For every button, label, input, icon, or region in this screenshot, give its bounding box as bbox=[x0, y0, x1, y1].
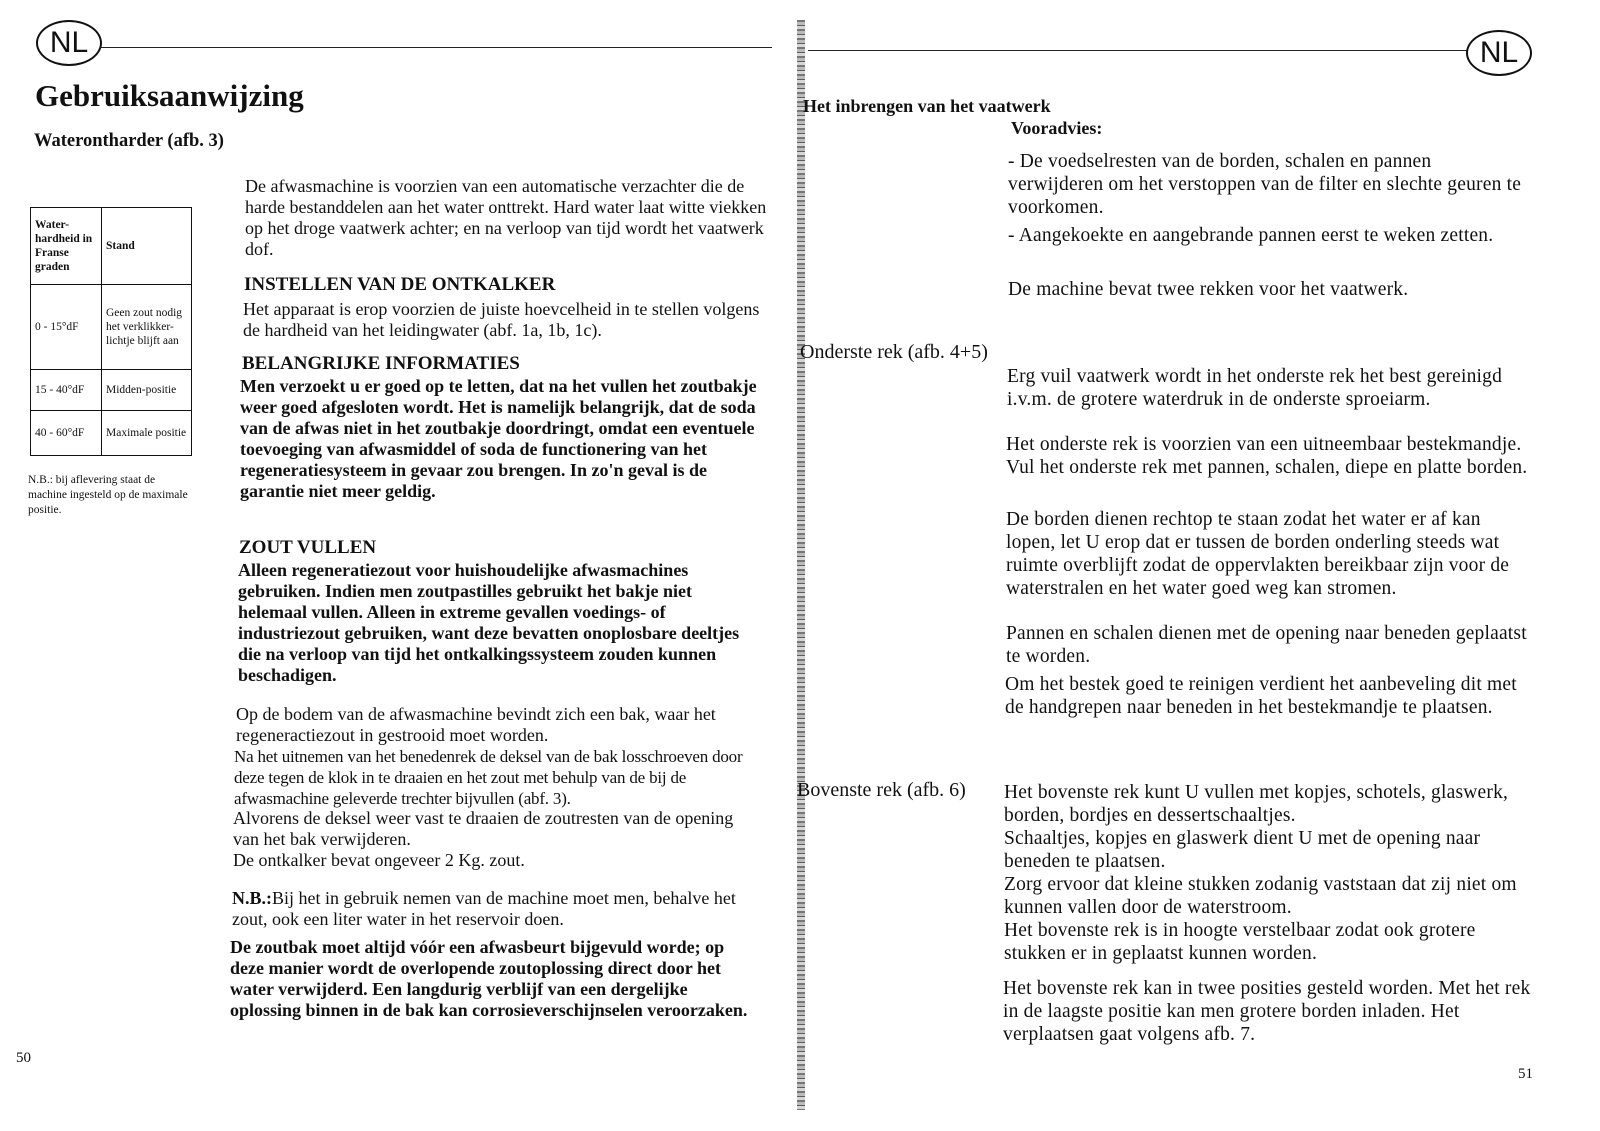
table-row bbox=[31, 370, 192, 411]
table-header-cell: Stand bbox=[102, 208, 192, 285]
heading-zout-vullen: ZOUT VULLEN bbox=[239, 537, 377, 558]
table-row bbox=[31, 285, 192, 370]
paragraph-onderste-1: Erg vuil vaatwerk wordt in het onderste rek het best gereinigd i.v.m. de grotere waterdruk in de onderste sproeiarm. bbox=[1007, 366, 1503, 410]
heading-inbrengen: Het inbrengen van het vaatwerk bbox=[803, 96, 1051, 116]
table-cell: 0 - 15°dF bbox=[31, 285, 102, 370]
paragraph-alvorens: Alvorens de deksel weer vast te draaien de zoutresten van de opening van het bak verwijderen. bbox=[233, 808, 734, 849]
table-cell: Midden-positie bbox=[102, 370, 192, 411]
paragraph-bovenste-3: Zorg ervoor dat kleine stukken zodanig vaststaan dat zij niet om kunnen vallen door de waterstroom. bbox=[1004, 874, 1517, 918]
intro-paragraph: De afwasmachine is voorzien van een automatische verzachter die de harde bestanddelen aan het water onttrekt. Hard water laat witte viekken op het droge vaatwerk achter; en na verloop van tijd wordt het vaatwerk dof. bbox=[245, 176, 767, 259]
table-row bbox=[31, 411, 192, 456]
paragraph-onderste-4: Pannen en schalen dienen met de opening naar beneden geplaatst te worden. bbox=[1006, 623, 1527, 667]
heading-onderste-rek: Onderste rek (afb. 4+5) bbox=[800, 341, 988, 363]
table-cell: 15 - 40°dF bbox=[31, 370, 102, 411]
section-heading-waterontharder: Waterontharder (afb. 3) bbox=[34, 131, 224, 151]
paragraph-uitnemen: Na het uitnemen van het benedenrek de deksel van de bak losschroeven door deze tegen de klok in te draaien en het zout met behulp van de bij de afwasmachine geleverde trechter bijvullen (abf. 3). bbox=[234, 747, 743, 808]
paragraph-onderste-5: Om het bestek goed te reinigen verdient het aanbeveling dit met de handgrepen naar beneden in het bestekmandje te plaatsen. bbox=[1005, 674, 1517, 718]
page-number-left: 50 bbox=[16, 1050, 31, 1066]
note-label: N.B.: bbox=[232, 888, 272, 908]
paragraph-bovenste-1: Het bovenste rek kunt U vullen met kopjes, schotels, glaswerk, borden, bordjes en dessertschaaltjes. bbox=[1004, 782, 1509, 826]
page-number-right: 51 bbox=[1518, 1066, 1533, 1082]
note-paragraph bbox=[232, 888, 760, 930]
paragraph-belangrijke-informaties: Men verzoekt u er goed op te letten, dat na het vullen het zoutbakje weer goed afgesloten wordt. Het is namelijk belangrijk, dat de soda van de afwas niet in het zoutbakje doordringt, omdat een eventuele toevoeging van afwasmiddel of soda de functionering van het regeneratiesysteem in gevaar zou brengen. In zo'n geval is de garantie niet meer geldig. bbox=[240, 376, 757, 501]
book-spine bbox=[797, 20, 805, 1110]
header-rule-left bbox=[100, 47, 772, 48]
header-rule-right bbox=[808, 50, 1468, 51]
heading-instellen: INSTELLEN VAN DE ONTKALKER bbox=[244, 274, 556, 295]
table-footnote: N.B.: bij aflevering staat de machine ingesteld op de maximale positie. bbox=[28, 474, 188, 516]
paragraph-onderste-3: De borden dienen rechtop te staan zodat het water er af kan lopen, let U erop dat er tussen de borden onderling steeds wat ruimte overblijft zodat de oppervlakten bereikbaar zijn voor de waterstralen en het water goed weg kan stromen. bbox=[1006, 509, 1510, 599]
table-cell: 40 - 60°dF bbox=[31, 411, 102, 456]
table-header-row bbox=[31, 208, 192, 285]
paragraph-ontkalker: De ontkalker bevat ongeveer 2 Kg. zout. bbox=[233, 850, 525, 870]
table-cell: Geen zout nodig het verklikker-lichtje blijft aan bbox=[102, 285, 192, 370]
heading-belangrijke-informaties: BELANGRIJKE INFORMATIES bbox=[242, 353, 520, 374]
hardness-table bbox=[30, 207, 192, 456]
paragraph-bovenste-2: Schaaltjes, kopjes en glaswerk dient U met de opening naar beneden te plaatsen. bbox=[1004, 828, 1481, 872]
paragraph-bovenste-5: Het bovenste rek kan in twee posities gesteld worden. Met het rek in de laagste positie kan men grotere borden inladen. Het verplaatsen gaat volgens afb. 7. bbox=[1003, 978, 1531, 1045]
table-cell: Maximale positie bbox=[102, 411, 192, 456]
paragraph-zoutbak-warning: De zoutbak moet altijd vóór een afwasbeurt bijgevuld worde; op deze manier wordt de overlopende zoutoplossing direct door het water verwijderd. Een langdurig verblijf van een dergelijke oplossing binnen in de bak kan corrosieverschijnselen veroorzaken. bbox=[230, 937, 748, 1020]
note-text: Bij het in gebruik nemen van de machine moet men, behalve het zout, ook een liter water in het reservoir doen. bbox=[232, 888, 736, 929]
table-header-cell: Water-hardheid in Franse graden bbox=[31, 208, 102, 285]
language-badge-right: NL bbox=[1466, 30, 1532, 76]
page-title: Gebruiksaanwijzing bbox=[35, 78, 304, 113]
paragraph-bodem: Op de bodem van de afwasmachine bevindt zich een bak, waar het regeneractiezout in gestrooid moet worden. bbox=[236, 704, 716, 745]
paragraph-bovenste-4: Het bovenste rek is in hoogte verstelbaar zodat ook grotere stukken er in geplaatst kunnen worden. bbox=[1004, 920, 1476, 964]
heading-vooradvies: Vooradvies: bbox=[1011, 118, 1103, 138]
paragraph-instellen: Het apparaat is erop voorzien de juiste hoevcelheid in te stellen volgens de hardheid van het leidingwater (abf. 1a, 1b, 1c). bbox=[243, 299, 760, 340]
advice-2: - Aangekoekte en aangebrande pannen eerst te weken zetten. bbox=[1008, 225, 1494, 246]
language-badge-left: NL bbox=[36, 20, 102, 66]
heading-bovenste-rek: Bovenste rek (afb. 6) bbox=[797, 779, 966, 801]
paragraph-zout-vullen: Alleen regeneratiezout voor huishoudelijke afwasmachines gebruiken. Indien men zoutpastilles gebruikt het bakje niet helemaal vullen. Alleen in extreme gevallen voedings- of industriezout gebruiken, want deze bevatten onoplosbare deeltjes die na verloop van tijd het ontkalkingssysteem zouden kunnen beschadigen. bbox=[238, 560, 740, 685]
advice-1: - De voedselresten van de borden, schalen en pannen verwijderen om het verstoppen van de filter en slechte geuren te voorkomen. bbox=[1008, 151, 1522, 218]
advice-3: De machine bevat twee rekken voor het vaatwerk. bbox=[1008, 279, 1409, 300]
paragraph-onderste-2: Het onderste rek is voorzien van een uitneembaar bestekmandje. Vul het onderste rek met pannen, schalen, diepe en platte borden. bbox=[1006, 434, 1528, 478]
